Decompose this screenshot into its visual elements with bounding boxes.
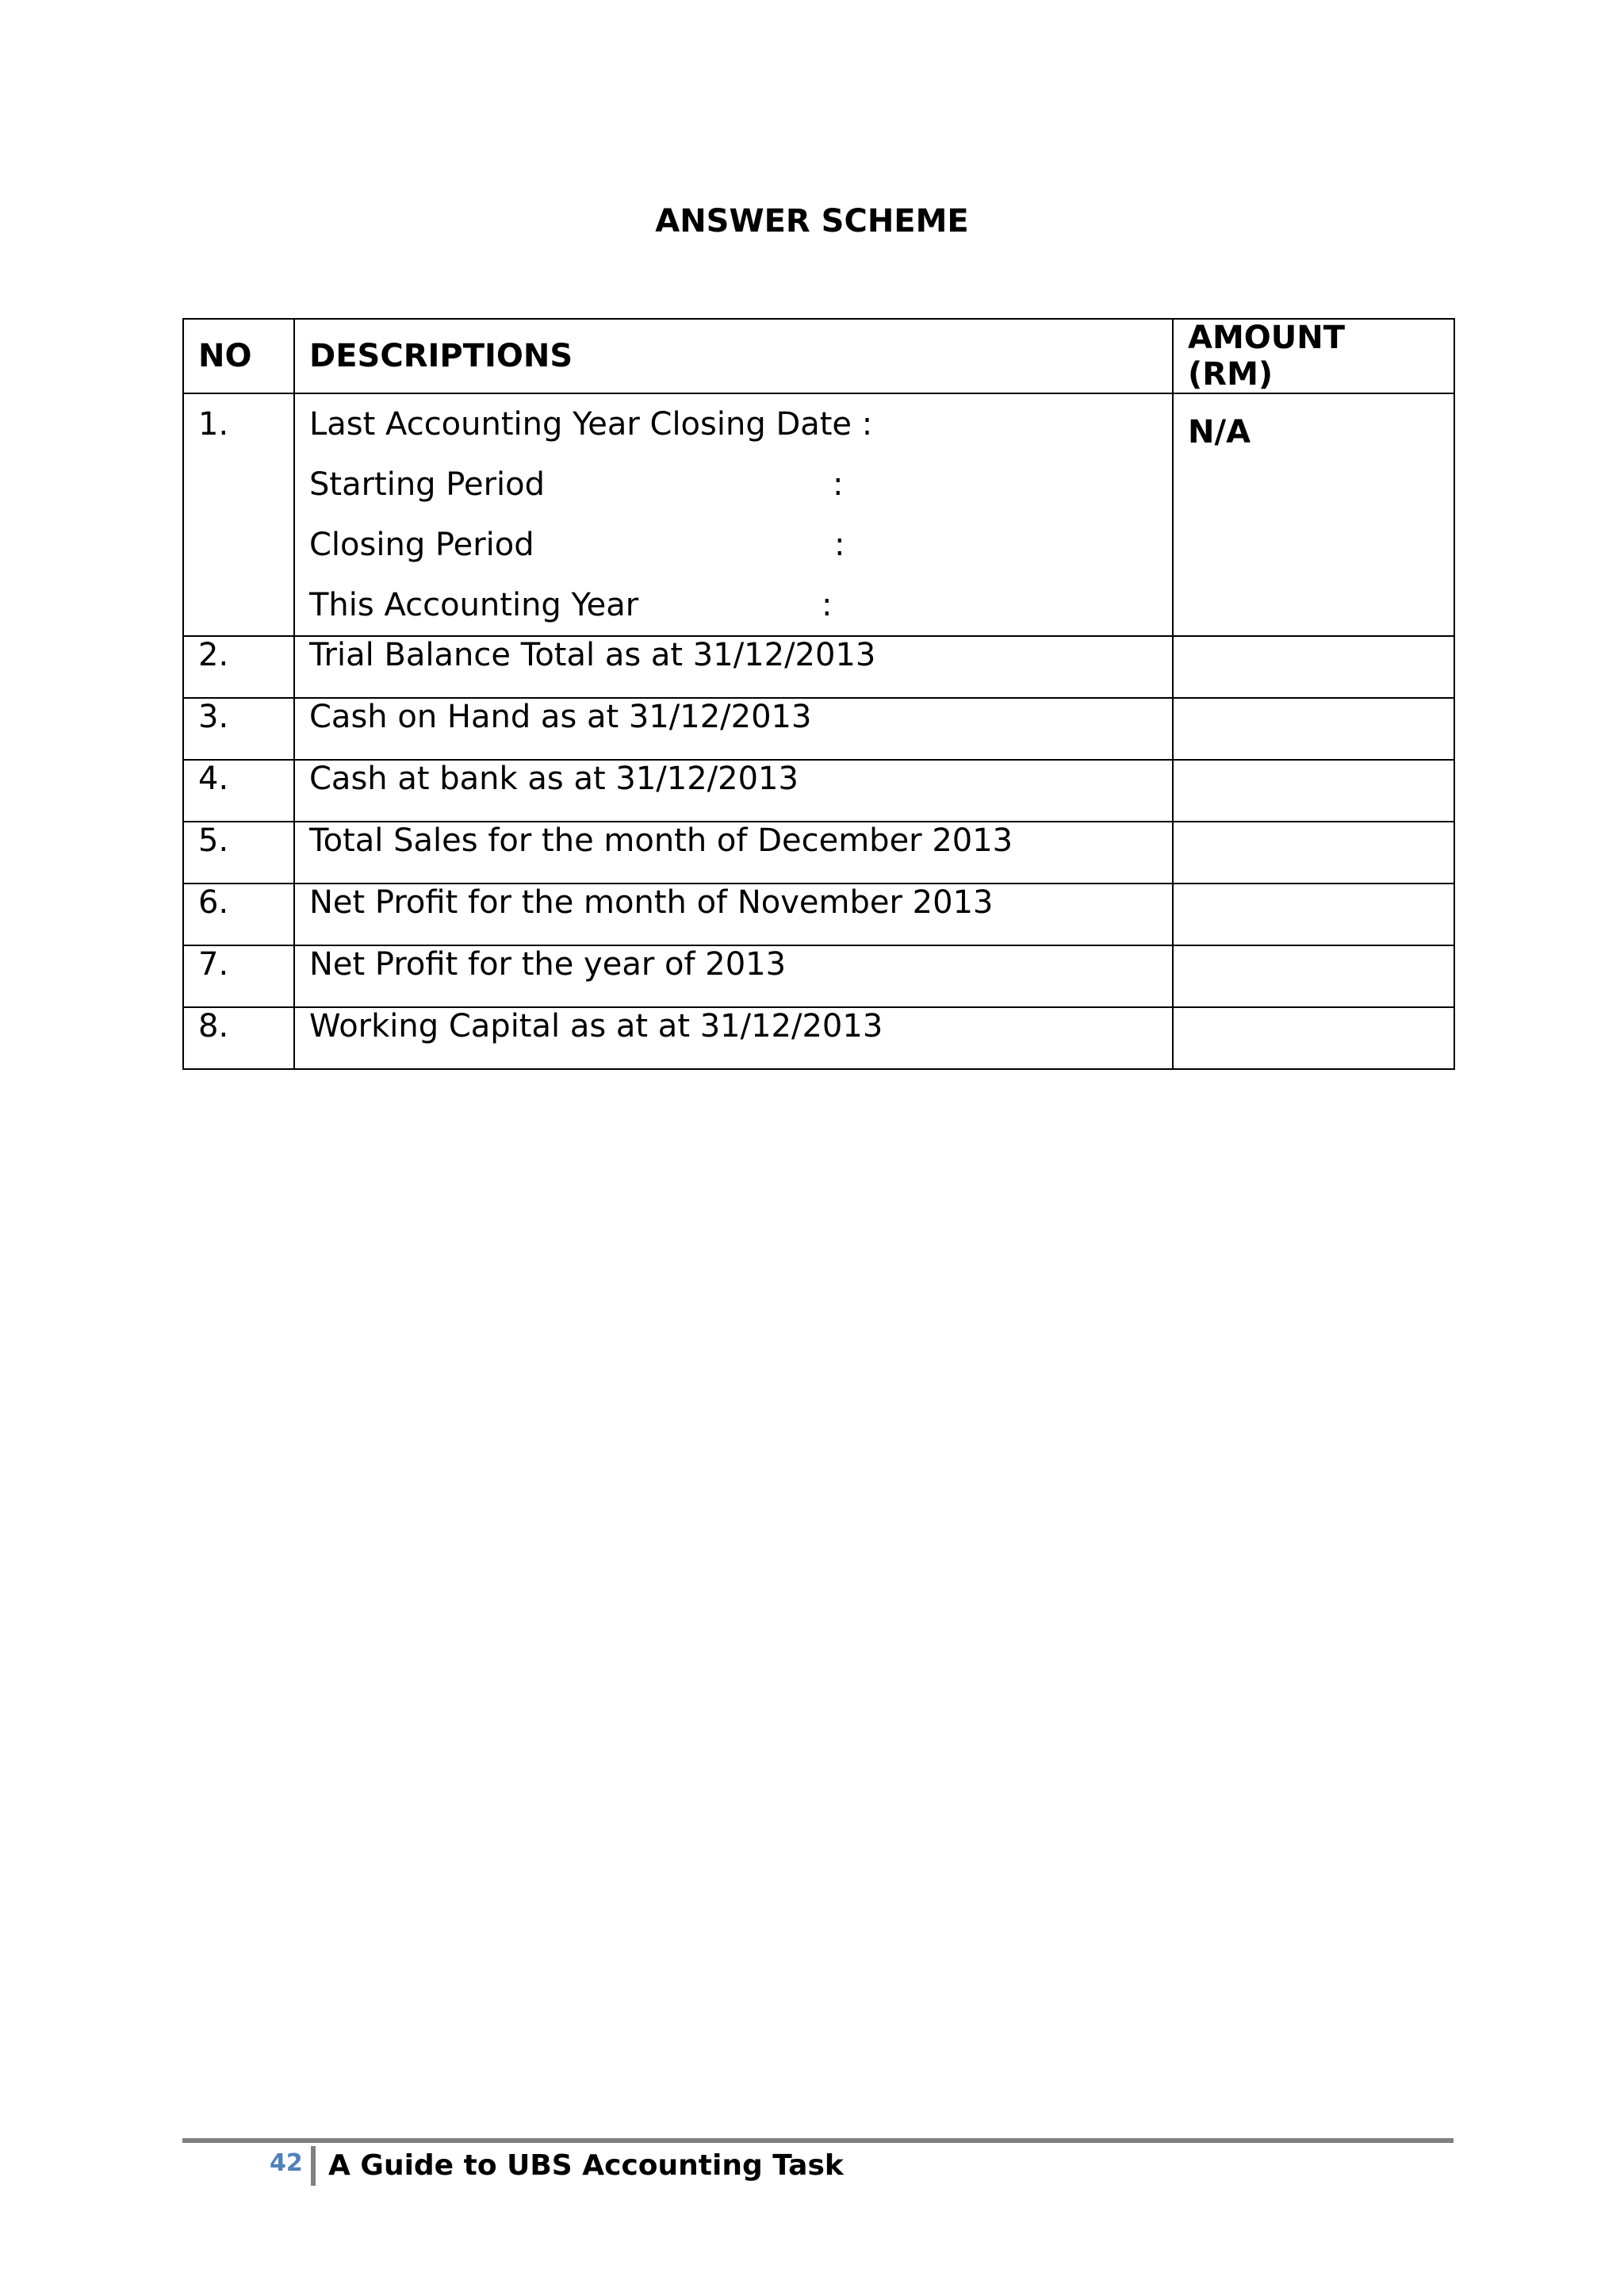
row-amount: [1173, 945, 1454, 1007]
row-description: [294, 393, 1173, 636]
this-accounting-year-label: This Accounting Year: [309, 587, 639, 623]
row-description: Cash at bank as at 31/12/2013: [294, 760, 1173, 822]
row-number: 6.: [183, 884, 294, 945]
table-row: [183, 698, 1454, 760]
table-row: [183, 636, 1454, 698]
closing-period-label: Closing Period: [309, 527, 534, 563]
table-row: [183, 884, 1454, 945]
row-description: Working Capital as at at 31/12/2013: [294, 1007, 1173, 1069]
row-amount: [1173, 1007, 1454, 1069]
last-closing-date-label: Last Accounting Year Closing Date :: [309, 406, 873, 443]
footer-guide-title: A Guide to UBS Accounting Task: [328, 2149, 844, 2182]
page-number: 42: [270, 2149, 303, 2177]
page-title: ANSWER SCHEME: [655, 203, 969, 240]
row-number: 8.: [183, 1007, 294, 1069]
row-description: Net Profit for the month of November 2013: [294, 884, 1173, 945]
footer-divider: [182, 2138, 1454, 2143]
row-amount: [1173, 884, 1454, 945]
row-amount: [1173, 636, 1454, 698]
header-no: NO: [183, 319, 294, 393]
table-row: [183, 945, 1454, 1007]
table-row: [183, 822, 1454, 884]
row-number: 4.: [183, 760, 294, 822]
row-amount: [1173, 760, 1454, 822]
row-description: Trial Balance Total as at 31/12/2013: [294, 636, 1173, 698]
table-row: [183, 393, 1454, 636]
row-number: 7.: [183, 945, 294, 1007]
table-row: [183, 760, 1454, 822]
starting-period-line: [309, 454, 1158, 515]
colon: :: [834, 527, 845, 563]
row-amount: [1173, 822, 1454, 884]
starting-period-label: Starting Period: [309, 466, 546, 503]
colon: :: [833, 466, 844, 503]
row-description: Total Sales for the month of December 2013: [294, 822, 1173, 884]
table-header-row: [183, 319, 1454, 393]
footer-separator-bar: [311, 2146, 316, 2186]
amount-na: N/A: [1188, 414, 1251, 450]
this-accounting-year-line: [309, 575, 1158, 635]
row-description: Net Profit for the year of 2013: [294, 945, 1173, 1007]
row-description: Cash on Hand as at 31/12/2013: [294, 698, 1173, 760]
row-number: 2.: [183, 636, 294, 698]
colon: :: [822, 587, 833, 623]
row-amount: [1173, 393, 1454, 636]
answer-scheme-table: [182, 318, 1455, 1070]
row-number: 3.: [183, 698, 294, 760]
row-amount: [1173, 698, 1454, 760]
table-row: [183, 1007, 1454, 1069]
row-number: 5.: [183, 822, 294, 884]
closing-period-line: [309, 515, 1158, 575]
header-amount: AMOUNT (RM): [1173, 319, 1454, 393]
row-number: 1.: [183, 393, 294, 636]
header-descriptions: DESCRIPTIONS: [294, 319, 1173, 393]
